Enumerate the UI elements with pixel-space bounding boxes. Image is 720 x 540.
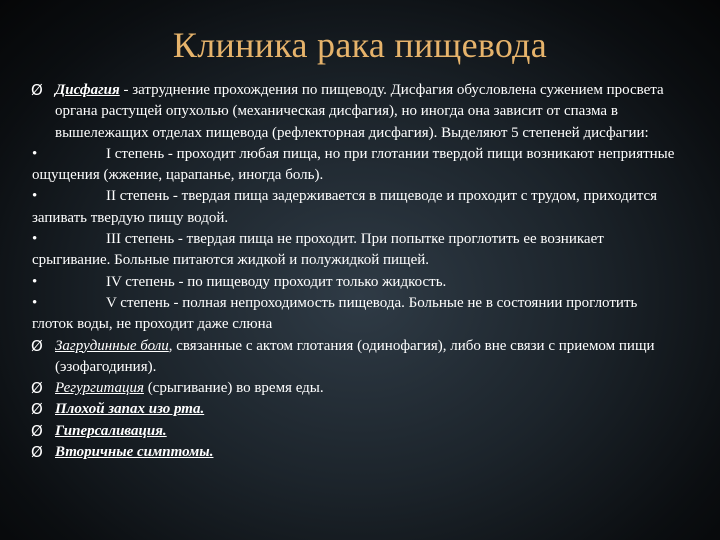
list-item-degree-5 [32,293,682,336]
term-retrosternal-pain: Загрудинные боли [55,337,169,354]
list-item-degree-4 [32,272,682,293]
degree-4-text: IV степень - по пищеводу проходит только жидкость. [106,273,447,290]
list-item-hypersalivation [32,421,682,442]
list-item-dysphagia [32,80,682,144]
slide-title: Клиника рака пищевода [172,25,548,65]
pain-text: , связанные с актом глотания (одинофагия), либо вне связи с приемом пищи (эзофагодиния). [55,337,655,375]
term-regurgitation: Регургитация [55,380,144,397]
arrow-bullet-icon: Ø [31,421,43,440]
arrow-bullet-icon: Ø [31,81,43,99]
list-item-bad-breath [32,399,682,420]
list-item-degree-1 [32,144,682,187]
term-bad-breath: Плохой запах изо рта. [55,401,205,418]
term-dysphagia: Дисфагия [55,82,120,98]
regurgitation-text: (срыгивание) во время еды. [143,380,324,397]
term-secondary-symptoms: Вторичные симптомы. [55,444,214,461]
degree-2-text: II степень - твердая пища задерживается в пищеводе и проходит с трудом, приходится запивать твердую пищу водой. [32,188,658,226]
list-item-pain [32,336,682,379]
list-item-regurgitation [32,378,682,399]
term-hypersalivation: Гиперсаливация. [55,422,167,439]
list-item-degree-2 [32,186,682,229]
arrow-bullet-icon: Ø [31,400,43,419]
arrow-bullet-icon: Ø [31,443,43,462]
dot-bullet-icon: • [32,145,38,162]
degree-1-text: I степень - проходит любая пища, но при глотании твердой пищи возникают неприятные ощущения (жжение, царапанье, иногда боль). [32,145,675,184]
dot-bullet-icon: • [32,294,38,311]
arrow-bullet-icon: Ø [31,336,43,355]
list-item-degree-3 [32,229,682,272]
slide-body [32,80,682,463]
dot-bullet-icon: • [32,273,38,290]
dysphagia-text: - затруднение прохождения по пищеводу. Дисфагия обусловлена сужением просвета органа растущей опухолью (механическая дисфагия), но иногда она зависит от спазма в вышележащих отделах пищевода (рефлекторная дисфагия). Выделяют 5 степеней дисфагии: [55,82,664,141]
dot-bullet-icon: • [32,188,38,205]
dot-bullet-icon: • [32,231,38,248]
degree-5-text: V степень - полная непроходимость пищевода. Больные не в состоянии проглотить глоток воды, не проходит даже слюна [32,294,638,333]
arrow-bullet-icon: Ø [31,379,43,398]
degree-3-text: III степень - твердая пища не проходит. При попытке проглотить ее возникает срыгивание. Больные питаются жидкой и полужидкой пищей. [32,231,604,269]
list-item-secondary-symptoms [32,442,682,463]
